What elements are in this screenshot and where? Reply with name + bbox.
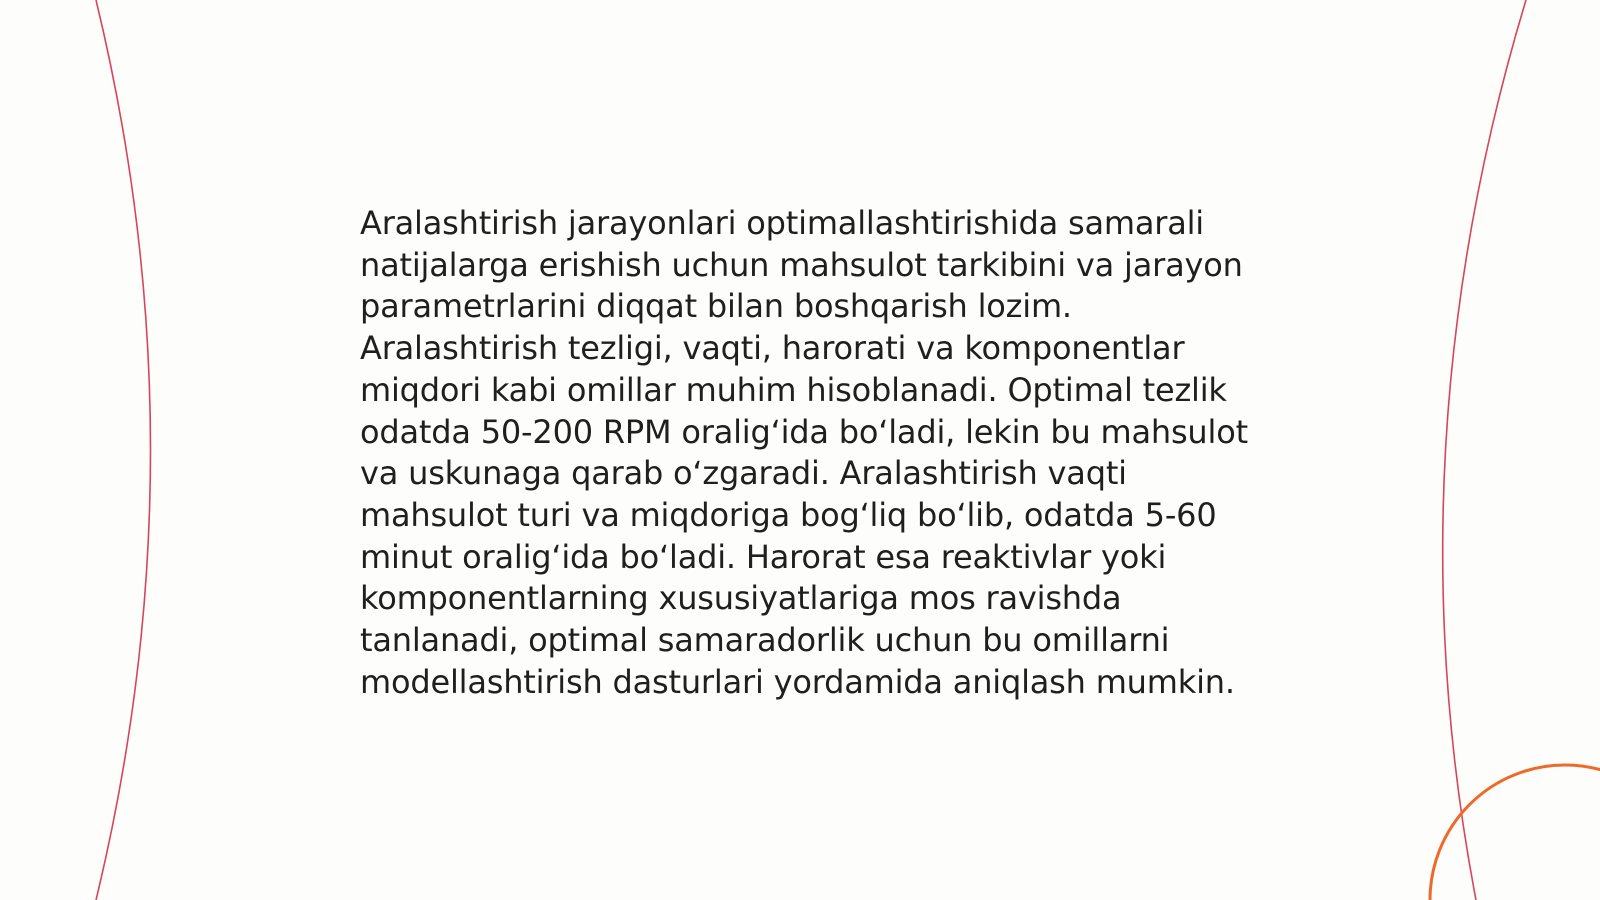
right-curved-line xyxy=(1443,0,1526,900)
slide-body-paragraph: Aralashtirish jarayonlari optimallashtirishida samarali natijalarga erishish uchun mahsulot tarkibini va jarayon parametrlarini diqqat bilan boshqarish lozim. Aralashtirish tezligi, vaqti, harorati va komponentlar miqdori kabi omillar muhim hisoblanadi. Optimal tezlik odatda 50-200 RPM oralig‘ida bo‘ladi, lekin bu mahsulot va uskunaga qarab o‘zgaradi. Aralashtirish vaqti mahsulot turi va miqdoriga bog‘liq bo‘lib, odatda 5-60 minut oralig‘ida bo‘ladi. Harorat esa reaktivlar yoki komponentlarning xususiyatlariga mos ravishda tanlanadi, optimal samaradorlik uchun bu omillarni modellashtirish dasturlari yordamida aniqlash mumkin. xyxy=(360,204,1248,701)
left-curved-line xyxy=(96,0,151,900)
orange-circle-outline xyxy=(1430,765,1600,900)
